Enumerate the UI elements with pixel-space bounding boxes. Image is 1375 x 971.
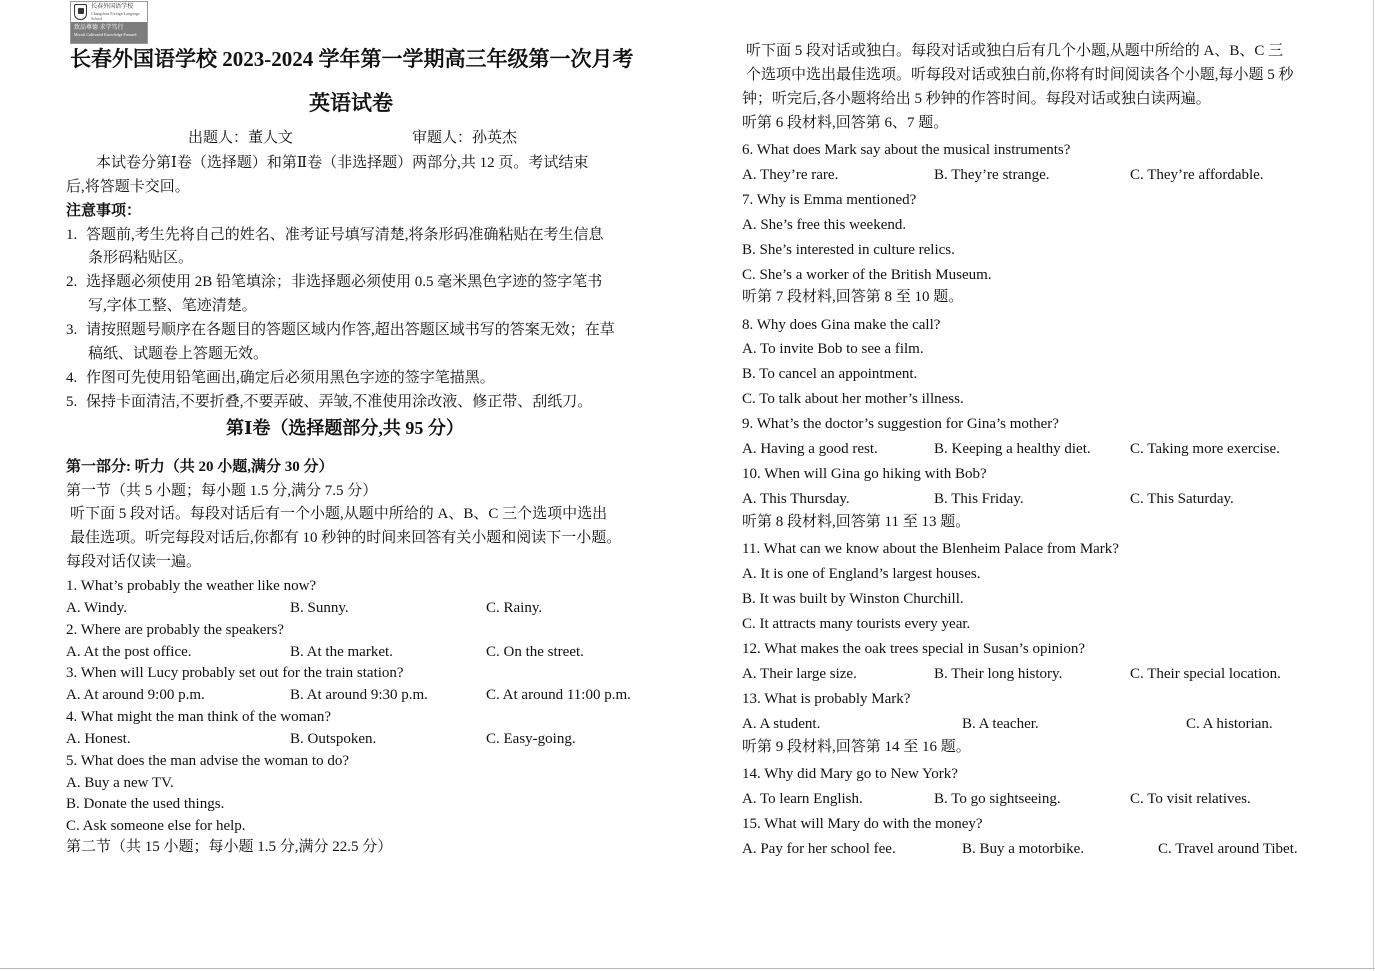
sub-2-title: 第二节（共 15 小题；每小题 1.5 分,满分 22.5 分） [66,839,393,855]
reviewer: 审题人：孙英杰 [412,130,518,146]
note-3-line-1: 请按照题号顺序在各题目的答题区域内作答,超出答题区域书写的答案无效；在草 [86,322,615,338]
q3-option-b: B. At around 9:30 p.m. [290,687,428,703]
q13-option-b: B. A teacher. [962,716,1039,732]
q9-option-b: B. Keeping a healthy diet. [934,441,1091,457]
setter: 出题人：董人文 [188,130,294,146]
sub-1-title: 第一节（共 5 小题；每小题 1.5 分,满分 7.5 分） [66,483,378,499]
q2-option-b: B. At the market. [290,644,393,660]
note-4-num: 4. [66,370,78,386]
q11-option-b: B. It was built by Winston Churchill. [742,591,964,607]
directions-2-line-3: 钟；听完后,各小题将给出 5 秒钟的作答时间。每段对话或独白读两遍。 [742,91,1211,107]
q9-option-a: A. Having a good rest. [742,441,878,457]
q15-option-c: C. Travel around Tibet. [1158,841,1298,857]
note-2-line-2: 写,字体工整、笔迹清楚。 [88,298,257,314]
material-6-heading: 听第 6 段材料,回答第 6、7 题。 [742,115,949,131]
q12-option-c: C. Their special location. [1130,666,1281,682]
directions-1-line-2: 最佳选项。听完每段对话后,你都有 10 秒钟的时间来回答有关小题和阅读下一小题。 [70,530,622,546]
q2-option-a: A. At the post office. [66,644,192,660]
question-6: 6. What does Mark say about the musical instruments? [742,142,1071,158]
question-10: 10. When will Gina go hiking with Bob? [742,466,987,482]
q8-option-c: C. To talk about her mother’s illness. [742,391,964,407]
question-9: 9. What’s the doctor’s suggestion for Gina’s mother? [742,416,1059,432]
q15-option-a: A. Pay for her school fee. [742,841,896,857]
q14-option-b: B. To go sightseeing. [934,791,1061,807]
question-14: 14. Why did Mary go to New York? [742,766,958,782]
q3-option-a: A. At around 9:00 p.m. [66,687,205,703]
exam-subject: 英语试卷 [309,91,393,115]
note-1-line-2: 条形码粘贴区。 [88,250,194,266]
exam-title: 长春外国语学校 2023-2024 学年第一学期高三年级第一次月考 [70,47,634,71]
logo-motto-en: Morals Cultivated Knowledge Pursued [74,32,137,37]
question-11: 11. What can we know about the Blenheim Palace from Mark? [742,541,1119,557]
q13-option-c: C. A historian. [1186,716,1273,732]
question-15: 15. What will Mary do with the money? [742,816,983,832]
question-8: 8. Why does Gina make the call? [742,317,941,333]
q2-option-c: C. On the street. [486,644,584,660]
q7-option-c: C. She’s a worker of the British Museum. [742,267,992,283]
school-logo [70,1,148,44]
q8-option-a: A. To invite Bob to see a film. [742,341,924,357]
q12-option-b: B. Their long history. [934,666,1063,682]
q9-option-c: C. Taking more exercise. [1130,441,1280,457]
directions-1-line-3: 每段对话仅读一遍。 [66,554,202,570]
q5-option-b: B. Donate the used things. [66,796,225,812]
q10-option-c: C. This Saturday. [1130,491,1234,507]
q14-option-a: A. To learn English. [742,791,863,807]
note-3-line-2: 稿纸、试题卷上答题无效。 [88,346,269,362]
directions-1-line-1: 听下面 5 段对话。每段对话后有一个小题,从题中所给的 A、B、C 三个选项中选出 [70,506,608,522]
q5-option-c: C. Ask someone else for help. [66,818,246,834]
intro-line-2: 后,将答题卡交回。 [66,179,190,195]
q10-option-a: A. This Thursday. [742,491,850,507]
logo-sub: Changchun Foreign Language School [91,10,140,21]
q11-option-c: C. It attracts many tourists every year. [742,616,971,632]
note-1-line-1: 答题前,考生先将自己的姓名、准考证号填写清楚,将条形码准确粘贴在考生信息 [86,227,604,243]
q6-option-b: B. They’re strange. [934,167,1050,183]
page-right-edge [1373,0,1374,971]
material-7-heading: 听第 7 段材料,回答第 8 至 10 题。 [742,289,964,305]
q11-option-a: A. It is one of England’s largest houses. [742,566,981,582]
q4-option-a: A. Honest. [66,731,131,747]
intro-line-1: 本试卷分第Ⅰ卷（选择题）和第Ⅱ卷（非选择题）两部分,共 12 页。考试结束 [96,155,589,171]
section-1-title: 第Ⅰ卷（选择题部分,共 95 分） [226,418,464,438]
q15-option-b: B. Buy a motorbike. [962,841,1085,857]
note-2-num: 2. [66,274,78,290]
q10-option-b: B. This Friday. [934,491,1024,507]
note-2-line-1: 选择题必须使用 2B 铅笔填涂；非选择题必须使用 0.5 毫米黑色字迹的签字笔书 [86,274,603,290]
q8-option-b: B. To cancel an appointment. [742,366,918,382]
note-5-num: 5. [66,394,78,410]
q14-option-c: C. To visit relatives. [1130,791,1251,807]
q4-option-b: B. Outspoken. [290,731,377,747]
page-bottom-edge [0,968,1375,969]
note-1-num: 1. [66,227,78,243]
question-13: 13. What is probably Mark? [742,691,911,707]
logo-motto: 致品尊德 求学笃行 [74,25,124,31]
question-7: 7. Why is Emma mentioned? [742,192,917,208]
question-3: 3. When will Lucy probably set out for the train station? [66,665,404,681]
question-2: 2. Where are probably the speakers? [66,622,284,638]
q12-option-a: A. Their large size. [742,666,857,682]
notes-title: 注意事项： [66,203,142,219]
q5-option-a: A. Buy a new TV. [66,775,174,791]
part-1-title: 第一部分: 听力（共 20 小题,满分 30 分） [66,459,334,475]
material-8-heading: 听第 8 段材料,回答第 11 至 13 题。 [742,514,971,530]
question-5: 5. What does the man advise the woman to do? [66,753,349,769]
q6-option-c: C. They’re affordable. [1130,167,1264,183]
q6-option-a: A. They’re rare. [742,167,839,183]
school-emblem-icon [74,4,87,20]
q4-option-c: C. Easy-going. [486,731,576,747]
question-1: 1. What’s probably the weather like now? [66,578,317,594]
question-12: 12. What makes the oak trees special in Susan’s opinion? [742,641,1085,657]
note-3-num: 3. [66,322,78,338]
q1-option-c: C. Rainy. [486,600,543,616]
logo-name: 长春外国语学校 [91,3,134,10]
q7-option-a: A. She’s free this weekend. [742,217,907,233]
directions-2-line-2: 个选项中选出最佳选项。听每段对话或独白前,你将有时间阅读各个小题,每小题 5 秒 [746,67,1294,83]
q1-option-b: B. Sunny. [290,600,349,616]
q1-option-a: A. Windy. [66,600,128,616]
directions-2-line-1: 听下面 5 段对话或独白。每段对话或独白后有几个小题,从题中所给的 A、B、C 三 [746,43,1284,59]
q13-option-a: A. A student. [742,716,821,732]
question-4: 4. What might the man think of the woman? [66,709,332,725]
q3-option-c: C. At around 11:00 p.m. [486,687,631,703]
q7-option-b: B. She’s interested in culture relics. [742,242,955,258]
note-5-line-1: 保持卡面清洁,不要折叠,不要弄破、弄皱,不准使用涂改液、修正带、刮纸刀。 [86,394,593,410]
note-4-line-1: 作图可先使用铅笔画出,确定后必须用黑色字迹的签字笔描黑。 [86,370,495,386]
material-9-heading: 听第 9 段材料,回答第 14 至 16 题。 [742,739,971,755]
